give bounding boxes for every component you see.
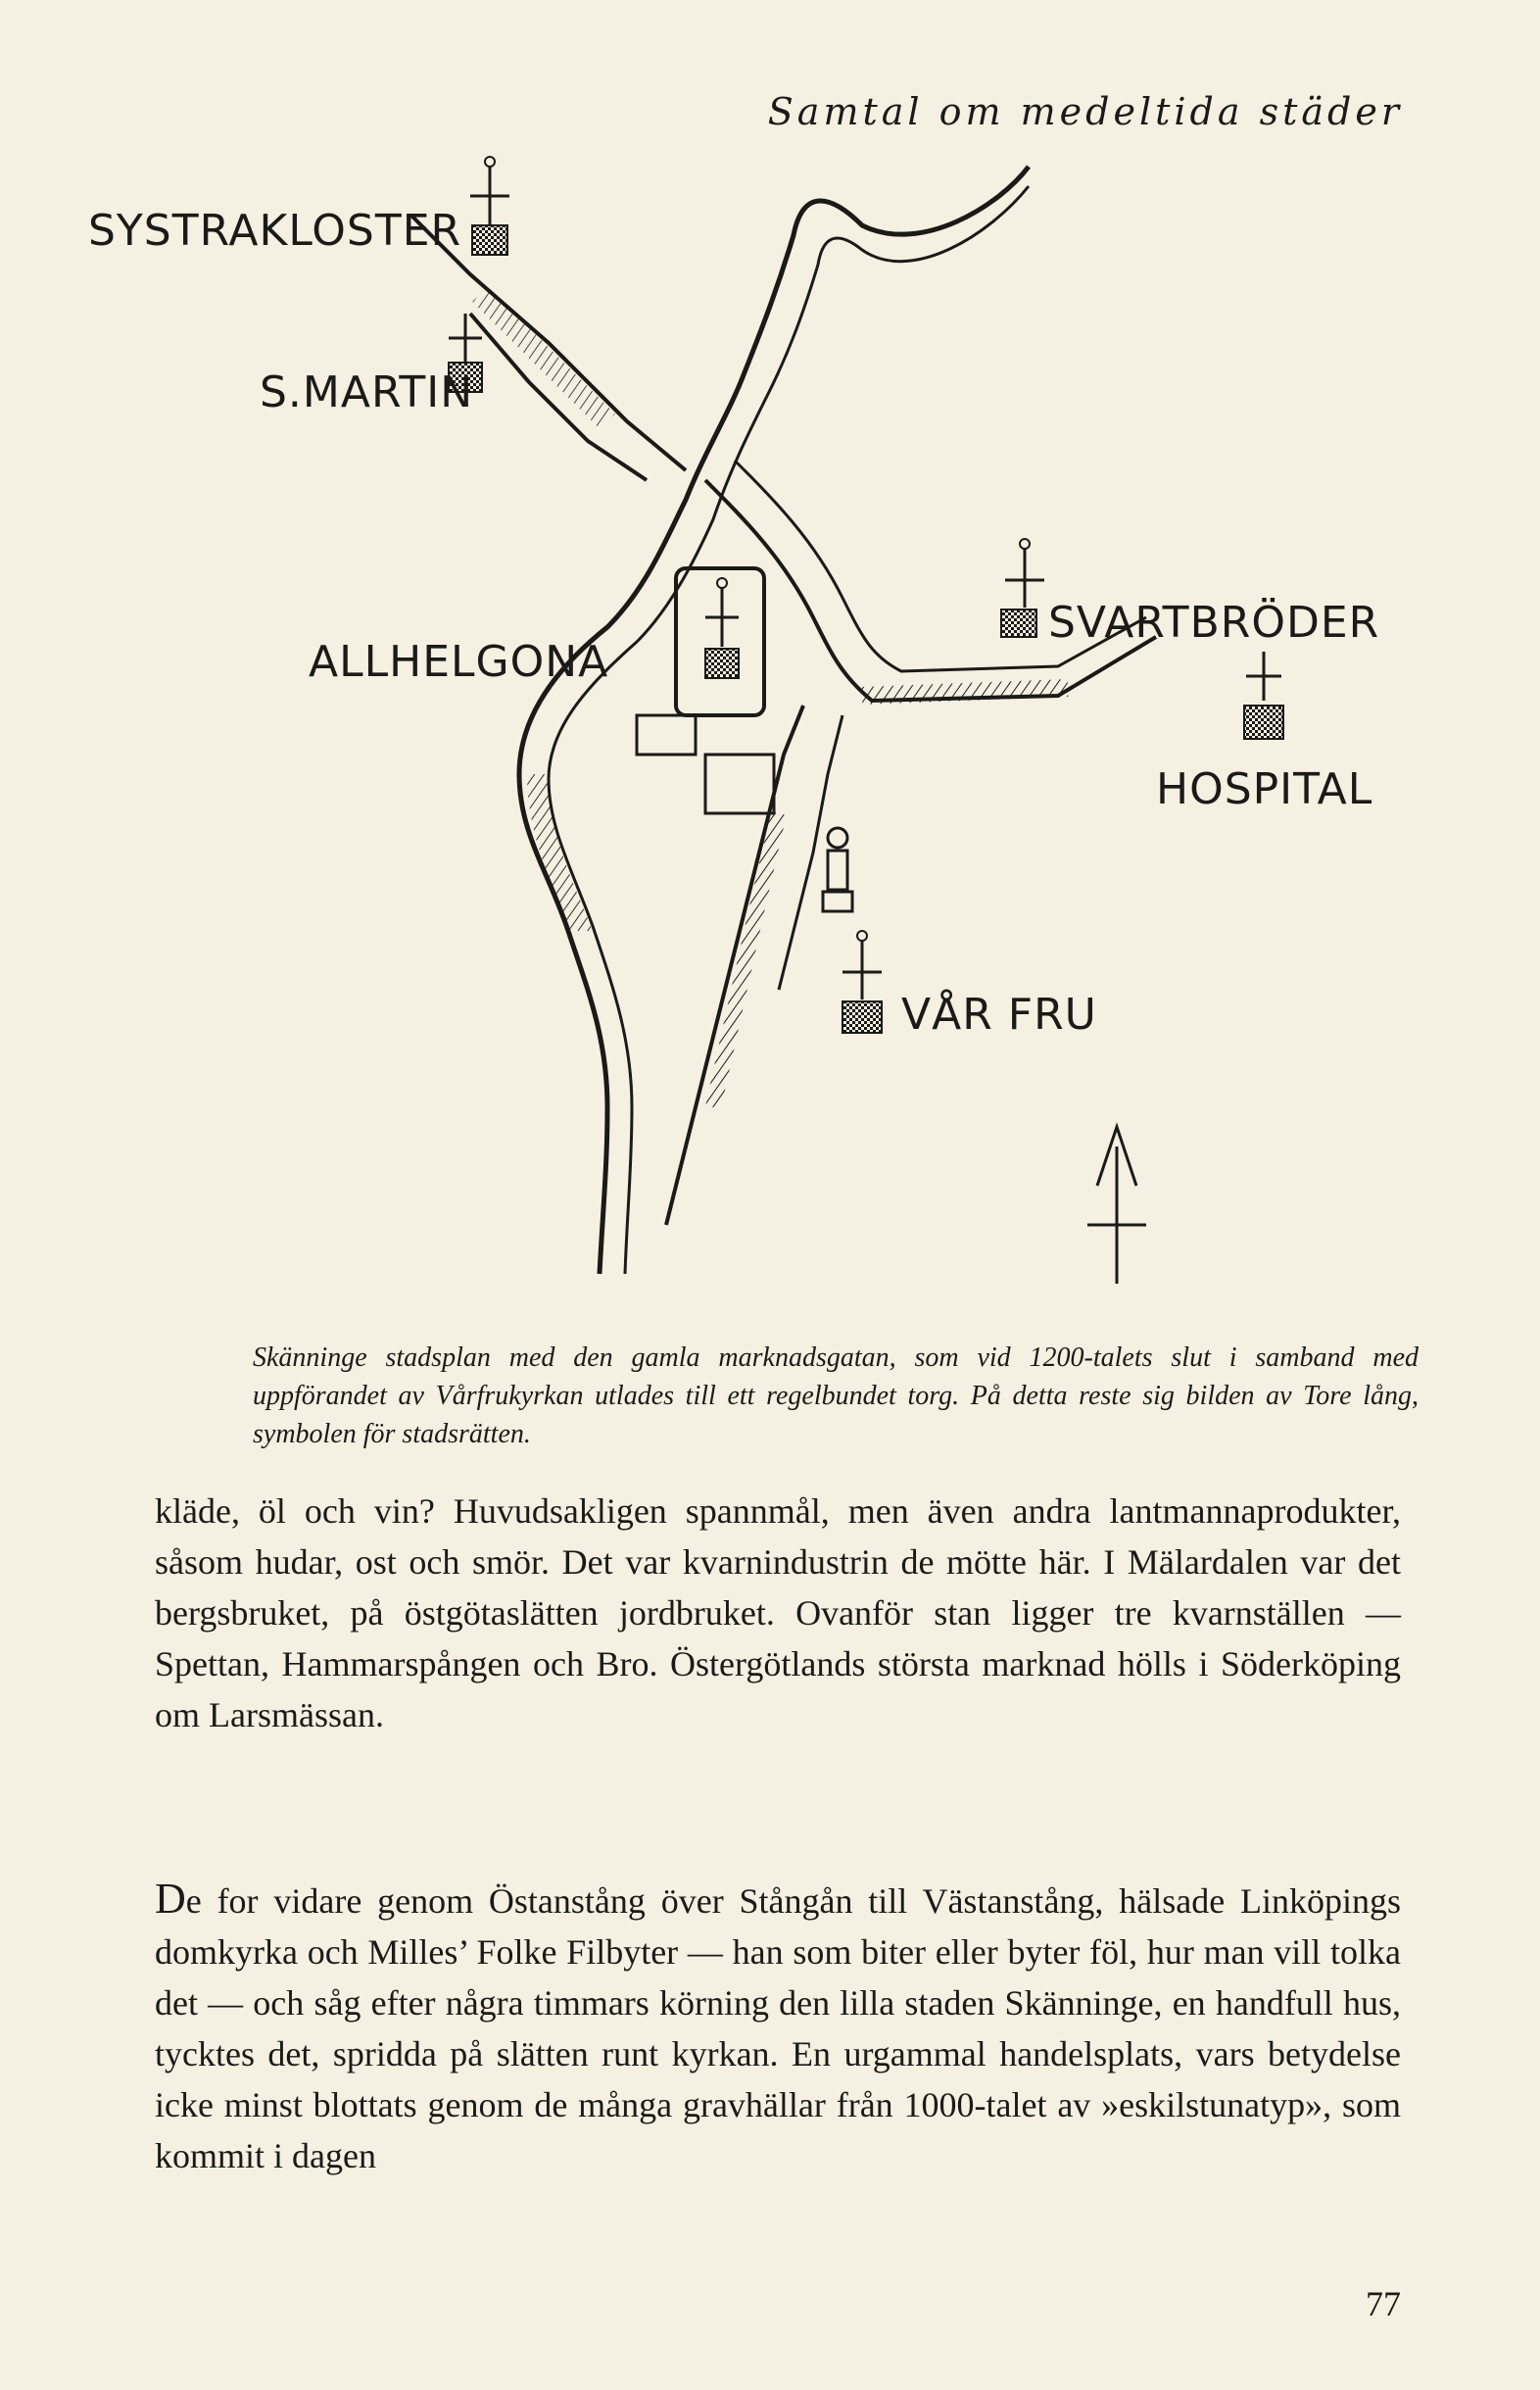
- north-arrow-icon: [1087, 1127, 1146, 1284]
- church-icon-hospital: [1244, 652, 1283, 739]
- paragraph-2-text: e for vidare genom Östanstång över Stångån till Västanstång, hälsade Linköpings domkyrka och Milles’ Folke Filbyter — han som biter eller byter föl, hur man vill tolka det — och såg efter några timmars körning den lilla staden Skänninge, en handfull hus, tycktes det, spridda på slätten runt kyrkan. En urgammal handelsplats, vars betydelse icke minst blottats genom de många gravhällar från 1000-talet av »eskilstunatyp», som kommit i dagen: [155, 1881, 1401, 2175]
- label-systrakloster: SYSTRAKLOSTER: [88, 206, 462, 256]
- church-icon-systrakloster: [470, 157, 509, 255]
- allhelgona-block: [637, 568, 774, 813]
- church-icon-svartbroder: [1001, 539, 1044, 637]
- running-head: Samtal om medeltida städer: [767, 90, 1403, 133]
- church-icon-var-fru: [842, 931, 882, 1033]
- drop-initial: D: [155, 1875, 186, 1923]
- street-south: [666, 706, 803, 1225]
- label-var-fru: VÅR FRU: [901, 990, 1097, 1040]
- church-icon-allhelgona: [705, 578, 739, 678]
- tore-lang-statue-icon: [823, 828, 852, 911]
- label-svartbroder: SVARTBRÖDER: [1048, 598, 1380, 648]
- label-allhelgona: ALLHELGONA: [309, 637, 609, 687]
- paragraph-2: [155, 1874, 1401, 2181]
- figure-caption: Skänninge stadsplan med den gamla marknadsgatan, som vid 1200-talets slut i samband med uppförandet av Vårfrukyrkan utlades till ett regelbundet torg. På detta reste sig bilden av Tore lång, symbolen för stadsrätten.: [253, 1342, 1419, 1449]
- paragraph-1: kläde, öl och vin? Huvudsakligen spannmål, men även andra lantmannaprodukter, såsom hudar, ost och smör. Det var kvarnindustrin de mötte här. I Mälardalen var det bergsbruket, på östgötaslätten jordbruket. Ovanför stan ligger tre kvarnställen — Spettan, Hammarspången och Bro. Östergötlands största marknad hölls i Söderköping om Larsmässan.: [155, 1491, 1401, 1734]
- river: [519, 167, 1029, 1274]
- label-s-martin: S.MARTIN: [260, 367, 474, 417]
- town-plan-map: [59, 127, 1430, 1323]
- market-street: [705, 480, 1156, 701]
- label-hospital: HOSPITAL: [1156, 764, 1373, 814]
- page-number: 77: [1366, 2284, 1401, 2323]
